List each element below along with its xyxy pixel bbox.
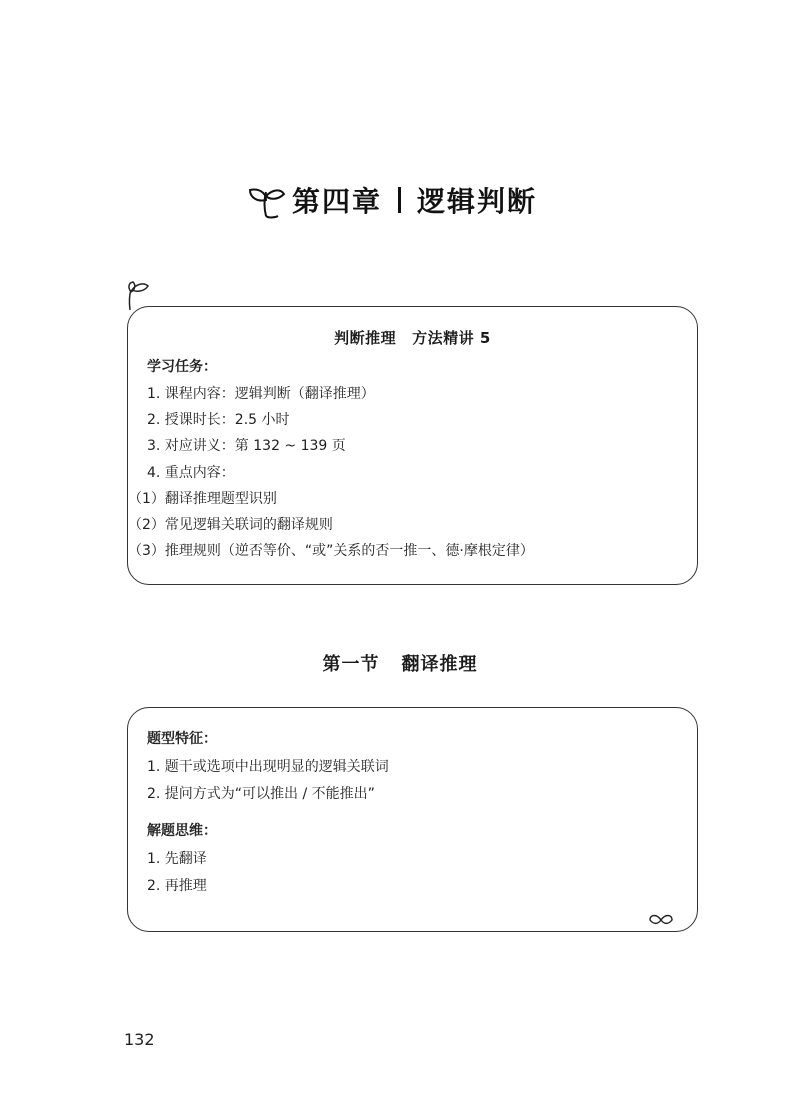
lesson-info-box xyxy=(127,306,698,585)
lesson-heading-left: 判断推理 xyxy=(334,329,397,347)
leaf-icon xyxy=(648,912,674,928)
thinking-item: 1. 先翻译 xyxy=(147,851,207,867)
lesson-heading-right: 方法精讲 5 xyxy=(412,329,491,347)
feature-label: 题型特征： xyxy=(147,731,217,747)
chapter-divider xyxy=(398,187,401,213)
thinking-item: 2. 再推理 xyxy=(147,878,207,894)
thinking-label: 解题思维： xyxy=(147,823,217,839)
section-title xyxy=(0,650,800,676)
lesson-item: （1）翻译推理题型识别 xyxy=(128,491,277,507)
lesson-heading xyxy=(128,327,697,348)
lesson-item: 1. 课程内容：逻辑判断（翻译推理） xyxy=(147,386,375,402)
page-number: 132 xyxy=(124,1030,155,1049)
lesson-item: 4. 重点内容： xyxy=(147,465,235,481)
feature-item: 1. 题干或选项中出现明显的逻辑关联词 xyxy=(147,759,389,775)
lesson-item: （3）推理规则（逆否等价、“或”关系的否一推一、德·摩根定律） xyxy=(128,543,534,559)
chapter-number: 第四章 xyxy=(292,185,383,218)
sprout-icon xyxy=(244,180,288,220)
lesson-item: 3. 对应讲义：第 132 ~ 139 页 xyxy=(147,438,346,454)
feature-box xyxy=(127,707,698,932)
chapter-name: 逻辑判断 xyxy=(417,185,538,218)
section-number: 第一节 xyxy=(322,654,380,675)
feature-item: 2. 提问方式为“可以推出 / 不能推出” xyxy=(147,786,375,802)
section-name: 翻译推理 xyxy=(401,654,478,675)
lesson-item: 2. 授课时长：2.5 小时 xyxy=(147,412,290,428)
lesson-item: （2）常见逻辑关联词的翻译规则 xyxy=(128,517,333,533)
task-label: 学习任务： xyxy=(147,359,217,375)
chapter-title xyxy=(244,180,537,220)
